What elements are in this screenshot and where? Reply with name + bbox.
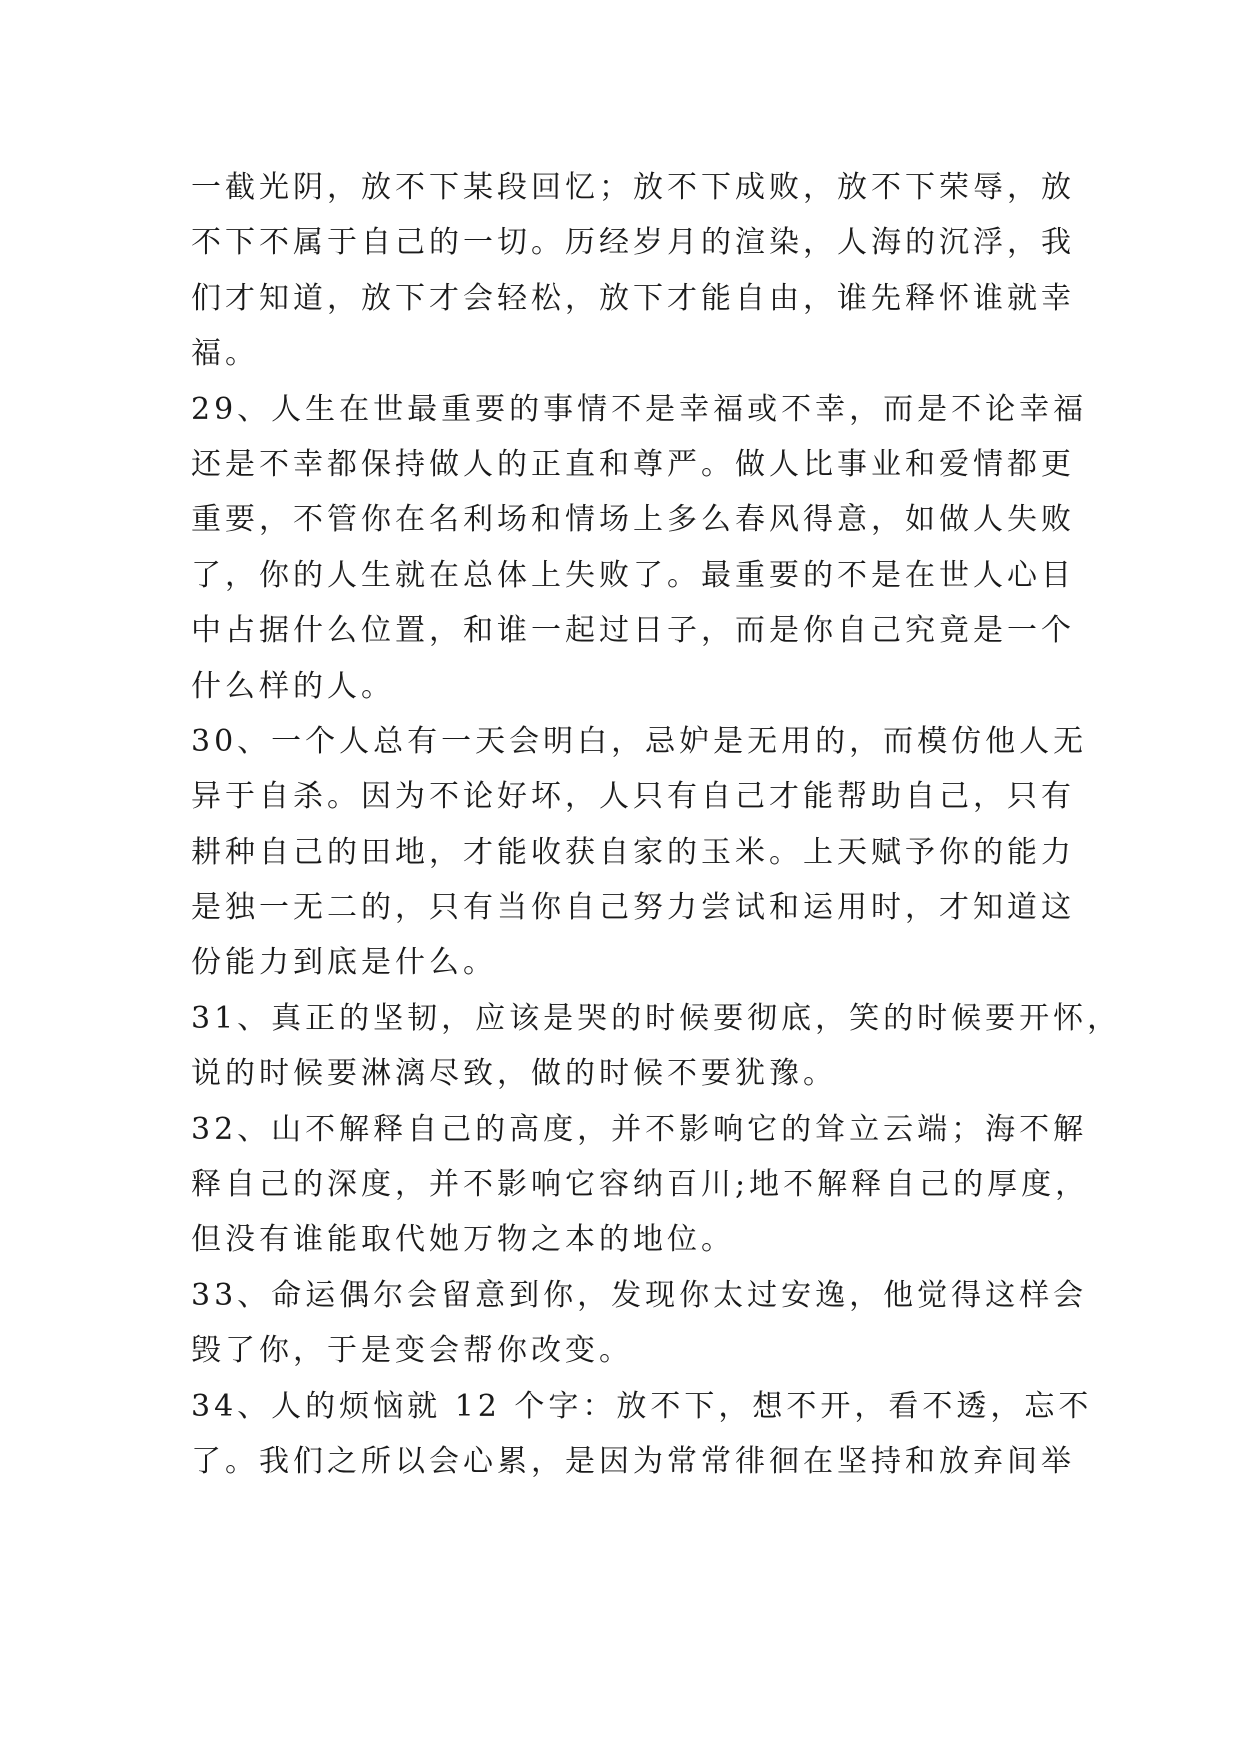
text-line: 耕种自己的田地，才能收获自家的玉米。上天赋予你的能力 [191,834,1075,870]
text-line: 34、人的烦恼就 12 个字：放不下，想不开，看不透，忘不 [191,1388,1093,1424]
text-line: 但没有谁能取代她万物之本的地位。 [191,1222,735,1258]
text-line: 释自己的深度，并不影响它容纳百川;地不解释自己的厚度， [191,1167,1090,1203]
text-line: 30、一个人总有一天会明白，忌妒是无用的，而模仿他人无 [191,723,1088,759]
text-line: 重要，不管你在名利场和情场上多么春风得意，如做人失败 [191,502,1075,538]
text-line: 31、真正的坚韧，应该是哭的时候要彻底，笑的时候要开怀， [191,1000,1122,1036]
text-line: 毁了你，于是变会帮你改变。 [191,1333,633,1369]
text-line: 说的时候要淋漓尽致，做的时候不要犹豫。 [191,1056,837,1092]
text-line: 份能力到底是什么。 [191,945,497,981]
text-line: 29、人生在世最重要的事情不是幸福或不幸，而是不论幸福 [191,391,1088,427]
text-line: 异于自杀。因为不论好坏，人只有自己才能帮助自己，只有 [191,779,1075,815]
text-line: 了，你的人生就在总体上失败了。最重要的不是在世人心目 [191,557,1075,593]
text-line: 一截光阴，放不下某段回忆；放不下成败，放不下荣辱，放 [191,170,1075,205]
text-line: 什么样的人。 [191,668,395,704]
text-line: 福。 [191,336,259,372]
text-line: 中占据什么位置，和谁一起过日子，而是你自己究竟是一个 [191,613,1075,649]
text-line: 是独一无二的，只有当你自己努力尝试和运用时，才知道这 [191,890,1075,926]
text-line: 还是不幸都保持做人的正直和尊严。做人比事业和爱情都更 [191,446,1075,482]
text-line: 们才知道，放下才会轻松，放下才能自由，谁先释怀谁就幸 [191,280,1075,316]
text-line: 32、山不解释自己的高度，并不影响它的耸立云端；海不解 [191,1111,1088,1147]
text-line: 不下不属于自己的一切。历经岁月的渲染，人海的沉浮，我 [191,225,1075,261]
body-text [191,160,1122,1489]
text-line: 了。我们之所以会心累，是因为常常徘徊在坚持和放弃间举 [191,1443,1075,1479]
text-line: 33、命运偶尔会留意到你，发现你太过安逸，他觉得这样会 [191,1277,1088,1313]
